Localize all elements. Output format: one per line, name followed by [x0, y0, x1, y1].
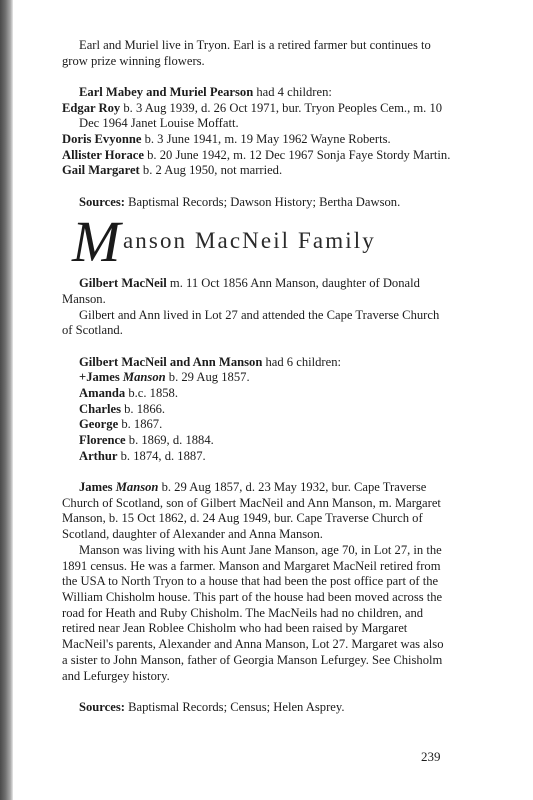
macneil-child-florence: [62, 433, 452, 449]
child-name: Allister Horace: [62, 147, 144, 162]
child-name: Arthur: [79, 448, 118, 463]
page-body: [62, 38, 452, 715]
child-name: Florence: [79, 433, 126, 448]
child-details: b.c. 1858.: [125, 386, 179, 401]
macneil-child-arthur: [62, 449, 452, 465]
child-details: b. 20 June 1942, m. 12 Dec 1967 Sonja Faye Stordy Martin.: [143, 147, 451, 162]
james-paragraph: Manson was living with his Aunt Jane Manson, age 70, in Lot 27, in the 1891 census. He was a farmer. Manson and Margaret MacNeil retired from the USA to North Tryon to a house that had been the post office part of the William Chisholm house. This part of the house had been moved across the road for Heath and Ruby Chisholm. The MacNeils had no children, and retired near Jean Roblee Chisholm who had been raised by Margaret MacNeil's parents, Alexander and Anna Manson, Lot 27. Margaret was also a sister to John Manson, father of Georgia Manson Lefurgey. See Chisholm and Lefurgey history.: [62, 542, 444, 683]
macneil-children-header: [62, 355, 452, 371]
book-binding-shadow: [0, 0, 13, 800]
pearson-child-edgar: [62, 101, 452, 132]
child-details: b. 1867.: [118, 417, 163, 432]
pearson-child-allister: [62, 148, 452, 164]
marriage-paragraph: Gilbert and Ann lived in Lot 27 and attended the Cape Traverse Church of Scotland.: [62, 307, 440, 338]
child-name: Edgar Roy: [62, 100, 121, 115]
child-details: b. 3 June 1941, m. 19 May 1962 Wayne Roberts.: [141, 132, 391, 147]
heading-dropcap: M: [72, 209, 121, 275]
james-first-name: James: [79, 480, 116, 495]
marriage-details: m. 11 Oct 1856 Ann Manson, daughter of Donald Manson.: [62, 276, 420, 307]
macneil-children-count: had 6 children:: [262, 354, 342, 369]
pearson-child-doris: [62, 132, 452, 148]
macneil-child-amanda: [62, 386, 452, 402]
child-details: b. 1869, d. 1884.: [125, 433, 214, 448]
child-first-name: James: [86, 370, 123, 385]
james-sources: [62, 700, 452, 716]
child-name: Charles: [79, 401, 121, 416]
james-details: b. 29 Aug 1857, d. 23 May 1932, bur. Cape Traverse Church of Scotland, son of Gilbert MacNeil and Ann Manson, m. Margaret Manson, b. 15 Oct 1862, d. 24 Aug 1949, bur. Cape Traverse Church of Scotland, daughter of Alexander and Anna Manson.: [62, 480, 441, 542]
marriage-record: [62, 276, 452, 307]
page-number: 239: [421, 749, 441, 764]
child-name: Gail Margaret: [62, 163, 140, 178]
pearson-children-header: [62, 85, 452, 101]
child-name: George: [79, 417, 119, 432]
macneil-child-charles: [62, 402, 452, 418]
pearson-sources: [62, 195, 452, 211]
intro-paragraph: Earl and Muriel live in Tryon. Earl is a retired farmer but continues to grow prize winning flowers.: [62, 38, 431, 68]
child-details: b. 1874, d. 1887.: [117, 448, 206, 463]
sources-label: Sources:: [79, 699, 125, 714]
section-heading: [62, 209, 452, 275]
macneil-child-george: [62, 417, 452, 433]
macneil-child-james: [62, 370, 452, 386]
descendant-marker: +: [79, 370, 87, 385]
child-name: Amanda: [79, 386, 126, 401]
james-record: [62, 480, 452, 543]
child-details: b. 29 Aug 1857.: [165, 370, 250, 385]
james-middle-name: Manson: [115, 480, 159, 495]
sources-label: Sources:: [79, 194, 125, 209]
pearson-children-count: had 4 children:: [253, 84, 332, 99]
pearson-child-gail: [62, 163, 452, 179]
child-middle-name: Manson: [122, 370, 166, 385]
marriage-name: Gilbert MacNeil: [79, 276, 167, 291]
sources-text: Baptismal Records; Dawson History; Bertha Dawson.: [124, 194, 401, 209]
child-name: [79, 370, 166, 384]
child-details: b. 1866.: [120, 401, 166, 416]
heading-title: anson MacNeil Family: [123, 228, 376, 254]
pearson-parents: Earl Mabey and Muriel Pearson: [79, 84, 254, 99]
child-name: Doris Evyonne: [62, 132, 142, 147]
james-name: [79, 480, 158, 494]
sources-text: Baptismal Records; Census; Helen Asprey.: [124, 699, 345, 714]
macneil-parents: Gilbert MacNeil and Ann Manson: [79, 354, 263, 369]
child-details: b. 2 Aug 1950, not married.: [139, 163, 283, 178]
child-details: b. 3 Aug 1939, d. 26 Oct 1971, bur. Tryon Peoples Cem., m. 10 Dec 1964 Janet Louise Moffatt.: [79, 100, 443, 131]
